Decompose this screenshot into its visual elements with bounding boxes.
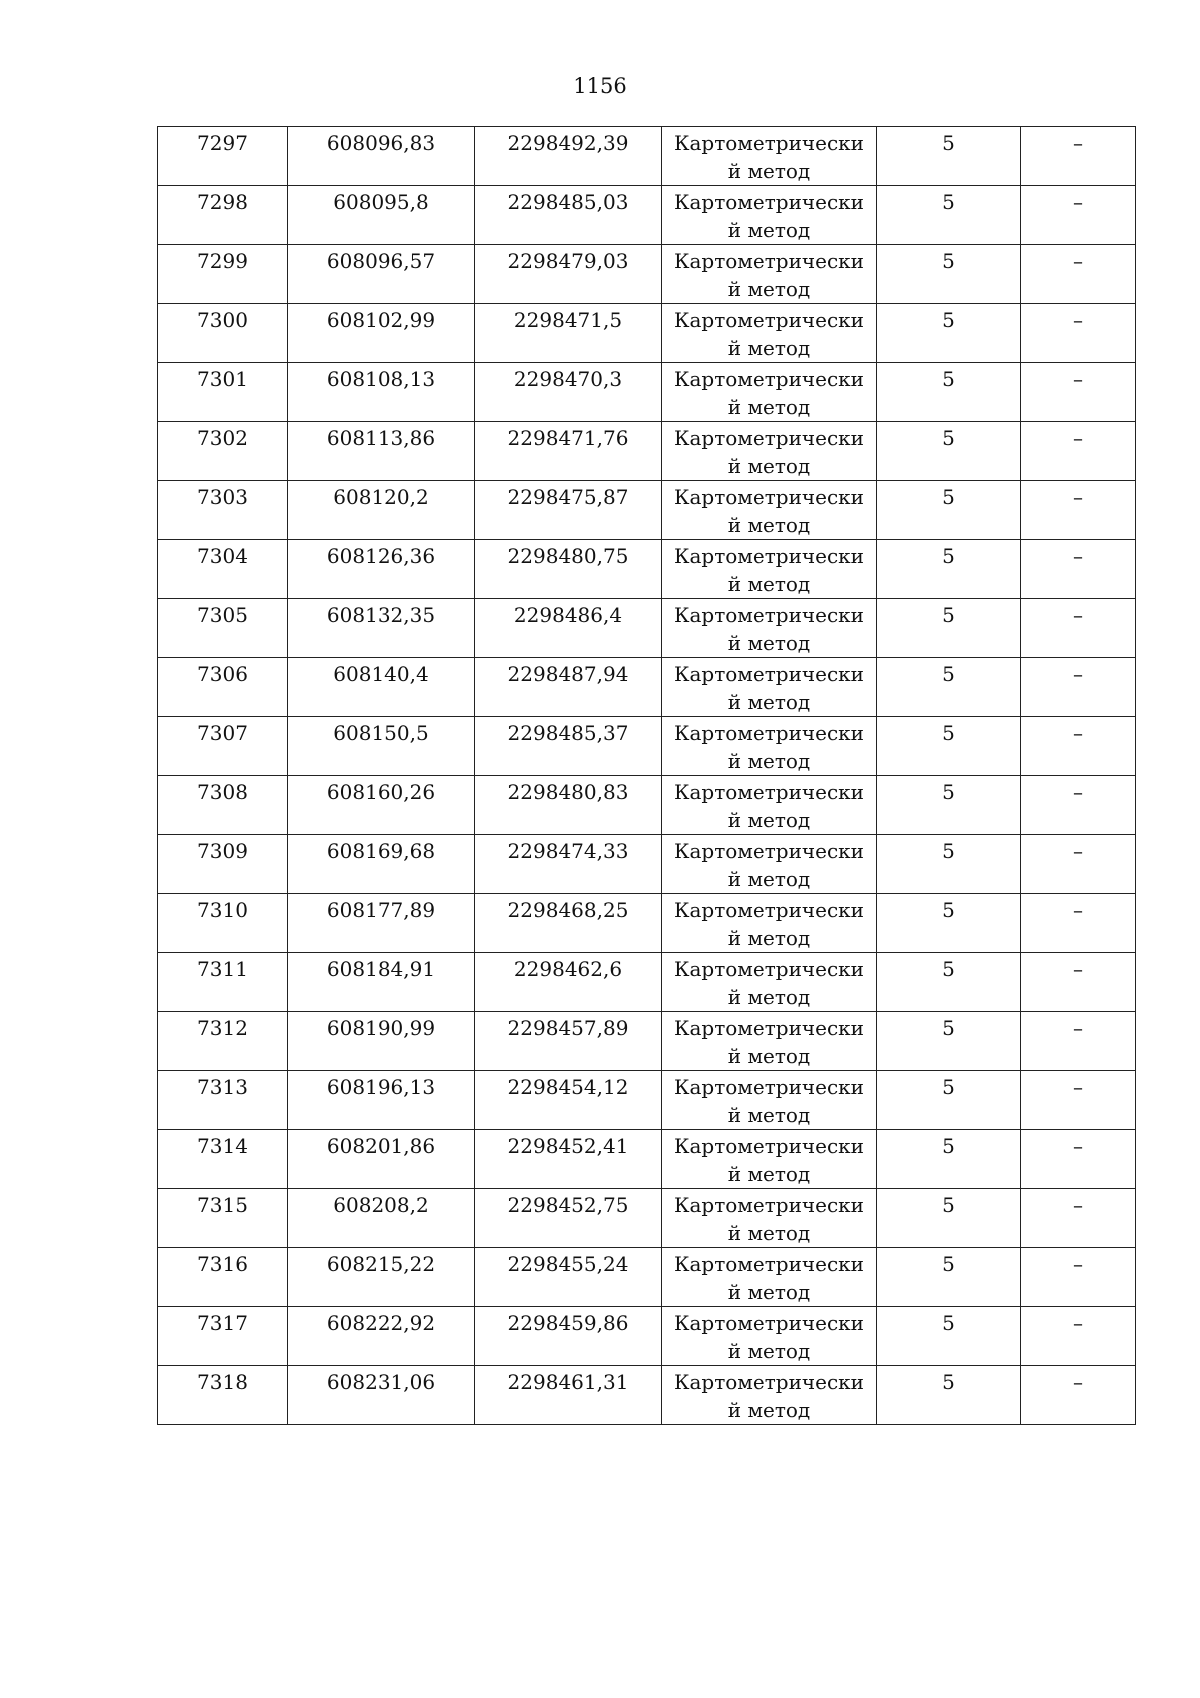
accuracy-cell: 5 bbox=[877, 481, 1021, 540]
y-coordinate-cell: 2298468,25 bbox=[475, 894, 662, 953]
method-line-1: Картометрически bbox=[674, 190, 864, 214]
point-number-cell: 7309 bbox=[158, 835, 288, 894]
method-line-2: й метод bbox=[727, 690, 811, 714]
method-line-1: Картометрически bbox=[674, 367, 864, 391]
note-cell: – bbox=[1021, 1248, 1136, 1307]
point-number-cell: 7310 bbox=[158, 894, 288, 953]
note-cell: – bbox=[1021, 894, 1136, 953]
method-cell bbox=[662, 1012, 877, 1071]
note-cell: – bbox=[1021, 1307, 1136, 1366]
method-cell bbox=[662, 599, 877, 658]
note-cell: – bbox=[1021, 717, 1136, 776]
x-coordinate-cell: 608160,26 bbox=[288, 776, 475, 835]
method-cell bbox=[662, 1130, 877, 1189]
y-coordinate-cell: 2298471,5 bbox=[475, 304, 662, 363]
method-line-1: Картометрически bbox=[674, 1075, 864, 1099]
note-cell: – bbox=[1021, 245, 1136, 304]
point-number-cell: 7307 bbox=[158, 717, 288, 776]
note-cell: – bbox=[1021, 1012, 1136, 1071]
accuracy-cell: 5 bbox=[877, 540, 1021, 599]
table-row bbox=[158, 186, 1136, 245]
table-row bbox=[158, 363, 1136, 422]
method-line-2: й метод bbox=[727, 926, 811, 950]
note-cell: – bbox=[1021, 1130, 1136, 1189]
method-line-1: Картометрически bbox=[674, 957, 864, 981]
accuracy-cell: 5 bbox=[877, 363, 1021, 422]
point-number-cell: 7311 bbox=[158, 953, 288, 1012]
y-coordinate-cell: 2298470,3 bbox=[475, 363, 662, 422]
point-number-cell: 7299 bbox=[158, 245, 288, 304]
table-row bbox=[158, 776, 1136, 835]
note-cell: – bbox=[1021, 481, 1136, 540]
table-row bbox=[158, 1248, 1136, 1307]
method-line-2: й метод bbox=[727, 1221, 811, 1245]
method-line-2: й метод bbox=[727, 454, 811, 478]
y-coordinate-cell: 2298452,75 bbox=[475, 1189, 662, 1248]
y-coordinate-cell: 2298479,03 bbox=[475, 245, 662, 304]
y-coordinate-cell: 2298486,4 bbox=[475, 599, 662, 658]
method-cell bbox=[662, 540, 877, 599]
method-line-1: Картометрически bbox=[674, 721, 864, 745]
table-row bbox=[158, 540, 1136, 599]
note-cell: – bbox=[1021, 363, 1136, 422]
x-coordinate-cell: 608096,57 bbox=[288, 245, 475, 304]
y-coordinate-cell: 2298455,24 bbox=[475, 1248, 662, 1307]
method-cell bbox=[662, 363, 877, 422]
method-line-2: й метод bbox=[727, 159, 811, 183]
method-cell bbox=[662, 304, 877, 363]
note-cell: – bbox=[1021, 186, 1136, 245]
accuracy-cell: 5 bbox=[877, 1307, 1021, 1366]
method-cell bbox=[662, 658, 877, 717]
method-line-1: Картометрически bbox=[674, 249, 864, 273]
point-number-cell: 7301 bbox=[158, 363, 288, 422]
method-cell bbox=[662, 953, 877, 1012]
method-line-1: Картометрически bbox=[674, 1370, 864, 1394]
method-line-2: й метод bbox=[727, 631, 811, 655]
x-coordinate-cell: 608201,86 bbox=[288, 1130, 475, 1189]
method-line-1: Картометрически bbox=[674, 1134, 864, 1158]
coordinates-table-body bbox=[158, 127, 1136, 1425]
accuracy-cell: 5 bbox=[877, 304, 1021, 363]
y-coordinate-cell: 2298462,6 bbox=[475, 953, 662, 1012]
y-coordinate-cell: 2298459,86 bbox=[475, 1307, 662, 1366]
method-cell bbox=[662, 245, 877, 304]
method-line-1: Картометрически bbox=[674, 603, 864, 627]
y-coordinate-cell: 2298485,37 bbox=[475, 717, 662, 776]
x-coordinate-cell: 608190,99 bbox=[288, 1012, 475, 1071]
y-coordinate-cell: 2298461,31 bbox=[475, 1366, 662, 1425]
point-number-cell: 7318 bbox=[158, 1366, 288, 1425]
y-coordinate-cell: 2298471,76 bbox=[475, 422, 662, 481]
accuracy-cell: 5 bbox=[877, 1189, 1021, 1248]
x-coordinate-cell: 608120,2 bbox=[288, 481, 475, 540]
table-row bbox=[158, 717, 1136, 776]
point-number-cell: 7303 bbox=[158, 481, 288, 540]
method-line-2: й метод bbox=[727, 749, 811, 773]
point-number-cell: 7314 bbox=[158, 1130, 288, 1189]
method-cell bbox=[662, 717, 877, 776]
accuracy-cell: 5 bbox=[877, 1071, 1021, 1130]
method-line-1: Картометрически bbox=[674, 780, 864, 804]
method-line-1: Картометрически bbox=[674, 898, 864, 922]
table-row bbox=[158, 599, 1136, 658]
note-cell: – bbox=[1021, 953, 1136, 1012]
point-number-cell: 7313 bbox=[158, 1071, 288, 1130]
accuracy-cell: 5 bbox=[877, 658, 1021, 717]
method-line-1: Картометрически bbox=[674, 1016, 864, 1040]
note-cell: – bbox=[1021, 304, 1136, 363]
method-line-2: й метод bbox=[727, 395, 811, 419]
y-coordinate-cell: 2298480,83 bbox=[475, 776, 662, 835]
x-coordinate-cell: 608196,13 bbox=[288, 1071, 475, 1130]
y-coordinate-cell: 2298475,87 bbox=[475, 481, 662, 540]
x-coordinate-cell: 608102,99 bbox=[288, 304, 475, 363]
accuracy-cell: 5 bbox=[877, 953, 1021, 1012]
x-coordinate-cell: 608184,91 bbox=[288, 953, 475, 1012]
note-cell: – bbox=[1021, 776, 1136, 835]
method-line-2: й метод bbox=[727, 336, 811, 360]
note-cell: – bbox=[1021, 599, 1136, 658]
method-line-2: й метод bbox=[727, 1280, 811, 1304]
y-coordinate-cell: 2298457,89 bbox=[475, 1012, 662, 1071]
x-coordinate-cell: 608215,22 bbox=[288, 1248, 475, 1307]
method-line-2: й метод bbox=[727, 1339, 811, 1363]
coordinates-table bbox=[157, 126, 1136, 1425]
note-cell: – bbox=[1021, 422, 1136, 481]
accuracy-cell: 5 bbox=[877, 1130, 1021, 1189]
method-line-1: Картометрически bbox=[674, 131, 864, 155]
y-coordinate-cell: 2298480,75 bbox=[475, 540, 662, 599]
method-line-1: Картометрически bbox=[674, 426, 864, 450]
accuracy-cell: 5 bbox=[877, 776, 1021, 835]
method-line-2: й метод bbox=[727, 1103, 811, 1127]
method-cell bbox=[662, 1189, 877, 1248]
table-row bbox=[158, 658, 1136, 717]
note-cell: – bbox=[1021, 835, 1136, 894]
x-coordinate-cell: 608140,4 bbox=[288, 658, 475, 717]
table-row bbox=[158, 422, 1136, 481]
method-line-2: й метод bbox=[727, 277, 811, 301]
point-number-cell: 7316 bbox=[158, 1248, 288, 1307]
method-cell bbox=[662, 1071, 877, 1130]
method-line-2: й метод bbox=[727, 513, 811, 537]
y-coordinate-cell: 2298487,94 bbox=[475, 658, 662, 717]
note-cell: – bbox=[1021, 127, 1136, 186]
table-row bbox=[158, 245, 1136, 304]
method-line-1: Картометрически bbox=[674, 485, 864, 509]
method-line-2: й метод bbox=[727, 218, 811, 242]
method-line-2: й метод bbox=[727, 1162, 811, 1186]
method-line-2: й метод bbox=[727, 808, 811, 832]
method-line-2: й метод bbox=[727, 867, 811, 891]
accuracy-cell: 5 bbox=[877, 422, 1021, 481]
point-number-cell: 7302 bbox=[158, 422, 288, 481]
x-coordinate-cell: 608231,06 bbox=[288, 1366, 475, 1425]
table-row bbox=[158, 953, 1136, 1012]
table-row bbox=[158, 1366, 1136, 1425]
table-row bbox=[158, 894, 1136, 953]
method-line-2: й метод bbox=[727, 1044, 811, 1068]
accuracy-cell: 5 bbox=[877, 599, 1021, 658]
accuracy-cell: 5 bbox=[877, 835, 1021, 894]
table-row bbox=[158, 1130, 1136, 1189]
table-row bbox=[158, 835, 1136, 894]
note-cell: – bbox=[1021, 1366, 1136, 1425]
accuracy-cell: 5 bbox=[877, 1012, 1021, 1071]
method-line-1: Картометрически bbox=[674, 839, 864, 863]
accuracy-cell: 5 bbox=[877, 245, 1021, 304]
note-cell: – bbox=[1021, 540, 1136, 599]
y-coordinate-cell: 2298485,03 bbox=[475, 186, 662, 245]
method-cell bbox=[662, 835, 877, 894]
x-coordinate-cell: 608177,89 bbox=[288, 894, 475, 953]
point-number-cell: 7308 bbox=[158, 776, 288, 835]
note-cell: – bbox=[1021, 1071, 1136, 1130]
x-coordinate-cell: 608208,2 bbox=[288, 1189, 475, 1248]
method-line-2: й метод bbox=[727, 572, 811, 596]
accuracy-cell: 5 bbox=[877, 1248, 1021, 1307]
table-row bbox=[158, 481, 1136, 540]
method-line-1: Картометрически bbox=[674, 1252, 864, 1276]
method-cell bbox=[662, 1307, 877, 1366]
point-number-cell: 7315 bbox=[158, 1189, 288, 1248]
x-coordinate-cell: 608132,35 bbox=[288, 599, 475, 658]
y-coordinate-cell: 2298492,39 bbox=[475, 127, 662, 186]
accuracy-cell: 5 bbox=[877, 186, 1021, 245]
x-coordinate-cell: 608113,86 bbox=[288, 422, 475, 481]
method-line-1: Картометрически bbox=[674, 544, 864, 568]
point-number-cell: 7304 bbox=[158, 540, 288, 599]
note-cell: – bbox=[1021, 1189, 1136, 1248]
method-cell bbox=[662, 127, 877, 186]
method-line-2: й метод bbox=[727, 1398, 811, 1422]
accuracy-cell: 5 bbox=[877, 717, 1021, 776]
y-coordinate-cell: 2298452,41 bbox=[475, 1130, 662, 1189]
method-cell bbox=[662, 894, 877, 953]
point-number-cell: 7297 bbox=[158, 127, 288, 186]
table-row bbox=[158, 304, 1136, 363]
x-coordinate-cell: 608108,13 bbox=[288, 363, 475, 422]
method-cell bbox=[662, 1248, 877, 1307]
method-cell bbox=[662, 776, 877, 835]
x-coordinate-cell: 608126,36 bbox=[288, 540, 475, 599]
x-coordinate-cell: 608222,92 bbox=[288, 1307, 475, 1366]
method-line-1: Картометрически bbox=[674, 1311, 864, 1335]
accuracy-cell: 5 bbox=[877, 894, 1021, 953]
point-number-cell: 7305 bbox=[158, 599, 288, 658]
table-row bbox=[158, 127, 1136, 186]
point-number-cell: 7298 bbox=[158, 186, 288, 245]
x-coordinate-cell: 608095,8 bbox=[288, 186, 475, 245]
method-cell bbox=[662, 186, 877, 245]
method-cell bbox=[662, 1366, 877, 1425]
method-line-1: Картометрически bbox=[674, 308, 864, 332]
method-line-2: й метод bbox=[727, 985, 811, 1009]
method-line-1: Картометрически bbox=[674, 662, 864, 686]
table-row bbox=[158, 1012, 1136, 1071]
point-number-cell: 7300 bbox=[158, 304, 288, 363]
y-coordinate-cell: 2298454,12 bbox=[475, 1071, 662, 1130]
method-line-1: Картометрически bbox=[674, 1193, 864, 1217]
page-number: 1156 bbox=[573, 74, 627, 98]
point-number-cell: 7306 bbox=[158, 658, 288, 717]
y-coordinate-cell: 2298474,33 bbox=[475, 835, 662, 894]
method-cell bbox=[662, 422, 877, 481]
x-coordinate-cell: 608096,83 bbox=[288, 127, 475, 186]
note-cell: – bbox=[1021, 658, 1136, 717]
accuracy-cell: 5 bbox=[877, 127, 1021, 186]
point-number-cell: 7312 bbox=[158, 1012, 288, 1071]
point-number-cell: 7317 bbox=[158, 1307, 288, 1366]
table-row bbox=[158, 1071, 1136, 1130]
x-coordinate-cell: 608150,5 bbox=[288, 717, 475, 776]
x-coordinate-cell: 608169,68 bbox=[288, 835, 475, 894]
table-row bbox=[158, 1189, 1136, 1248]
method-cell bbox=[662, 481, 877, 540]
accuracy-cell: 5 bbox=[877, 1366, 1021, 1425]
table-row bbox=[158, 1307, 1136, 1366]
